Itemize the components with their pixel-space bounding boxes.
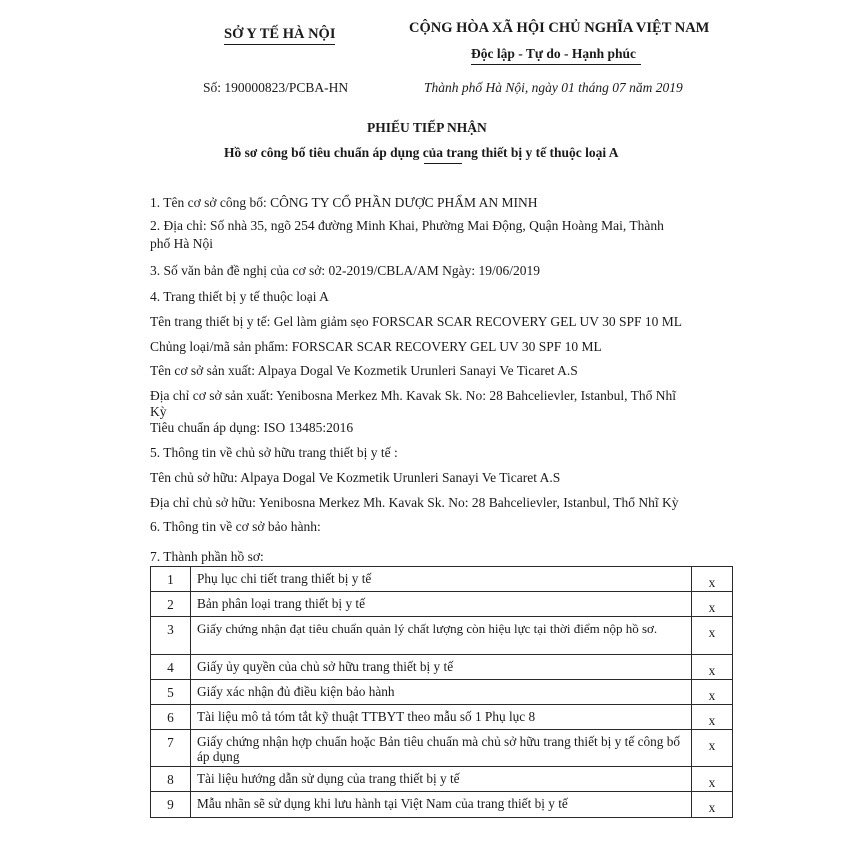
row-number: 5 xyxy=(151,680,191,705)
table-row xyxy=(151,792,733,818)
row-description: Mẫu nhãn sẽ sử dụng khi lưu hành tại Việt Nam của trang thiết bị y tế xyxy=(191,792,692,818)
manufacturer-name: Tên cơ sở sản xuất: Alpaya Dogal Ve Kozmetik Urunleri Sanayi Ve Ticaret A.S xyxy=(150,363,578,378)
motto-underline xyxy=(471,64,641,65)
row-description: Giấy chứng nhận đạt tiêu chuẩn quản lý chất lượng còn hiệu lực tại thời điểm nộp hồ sơ. xyxy=(191,617,692,655)
document-title: PHIẾU TIẾP NHẬN xyxy=(367,120,487,135)
registrant-address-line1: 2. Địa chỉ: Số nhà 35, ngõ 254 đường Minh Khai, Phường Mai Động, Quận Hoàng Mai, Thành xyxy=(150,218,664,233)
section-device-class: 4. Trang thiết bị y tế thuộc loại A xyxy=(150,289,329,304)
row-check-mark: x xyxy=(692,567,733,592)
table-row xyxy=(151,617,733,655)
device-name: Tên trang thiết bị y tế: Gel làm giảm sẹo FORSCAR SCAR RECOVERY GEL UV 30 SPF 10 ML xyxy=(150,314,683,329)
row-number: 7 xyxy=(151,730,191,767)
product-code: Chủng loại/mã sản phẩm: FORSCAR SCAR RECOVERY GEL UV 30 SPF 10 ML xyxy=(150,339,602,354)
row-check-mark: x xyxy=(692,655,733,680)
dossier-table xyxy=(150,566,733,818)
row-description: Bản phân loại trang thiết bị y tế xyxy=(191,592,692,617)
row-number: 4 xyxy=(151,655,191,680)
row-check-mark: x xyxy=(692,592,733,617)
registrant-name: 1. Tên cơ sở công bố: CÔNG TY CỔ PHẦN DƯỢC PHẨM AN MINH xyxy=(150,195,538,210)
manufacturer-address-line2: Kỳ xyxy=(150,404,167,419)
row-number: 1 xyxy=(151,567,191,592)
document-subtitle: Hồ sơ công bố tiêu chuẩn áp dụng của trang thiết bị y tế thuộc loại A xyxy=(224,145,619,160)
document-number: Số: 190000823/PCBA-HN xyxy=(203,80,349,95)
table-row xyxy=(151,730,733,767)
row-description: Giấy ủy quyền của chủ sở hữu trang thiết bị y tế xyxy=(191,655,692,680)
issuing-authority: SỞ Y TẾ HÀ NỘI xyxy=(224,26,336,42)
subtitle-underline xyxy=(424,163,462,164)
place-and-date: Thành phố Hà Nội, ngày 01 tháng 07 năm 2019 xyxy=(424,80,683,95)
table-row xyxy=(151,592,733,617)
row-number: 9 xyxy=(151,792,191,818)
row-check-mark: x xyxy=(692,792,733,818)
row-description: Tài liệu mô tả tóm tắt kỹ thuật TTBYT theo mẫu số 1 Phụ lục 8 xyxy=(191,705,692,730)
row-number: 2 xyxy=(151,592,191,617)
row-check-mark: x xyxy=(692,705,733,730)
country-name: CỘNG HÒA XÃ HỘI CHỦ NGHĨA VIỆT NAM xyxy=(409,20,710,36)
row-number: 8 xyxy=(151,767,191,792)
row-description: Tài liệu hướng dẫn sử dụng của trang thiết bị y tế xyxy=(191,767,692,792)
table-row xyxy=(151,705,733,730)
table-row xyxy=(151,655,733,680)
table-row xyxy=(151,767,733,792)
applied-standard: Tiêu chuẩn áp dụng: ISO 13485:2016 xyxy=(150,420,354,435)
table-row xyxy=(151,567,733,592)
row-check-mark: x xyxy=(692,680,733,705)
row-description: Phụ lục chi tiết trang thiết bị y tế xyxy=(191,567,692,592)
authority-underline xyxy=(224,44,335,45)
national-motto: Độc lập - Tự do - Hạnh phúc xyxy=(471,46,637,61)
row-check-mark: x xyxy=(692,617,733,655)
row-number: 6 xyxy=(151,705,191,730)
section-owner-info: 5. Thông tin về chủ sở hữu trang thiết bị y tế : xyxy=(150,445,398,460)
owner-address: Địa chỉ chủ sở hữu: Yenibosna Merkez Mh. Kavak Sk. No: 28 Bahcelievler, Istanbul, Thổ Nhĩ Kỳ xyxy=(150,495,679,510)
row-number: 3 xyxy=(151,617,191,655)
request-document-info: 3. Số văn bản đề nghị của cơ sở: 02-2019/CBLA/AM Ngày: 19/06/2019 xyxy=(150,263,540,278)
registrant-address-line2: phố Hà Nội xyxy=(150,236,213,251)
section-warranty-info: 6. Thông tin về cơ sở bảo hành: xyxy=(150,519,321,534)
row-description: Giấy chứng nhận hợp chuẩn hoặc Bản tiêu chuẩn mà chủ sở hữu trang thiết bị y tế công bố áp dụng xyxy=(191,730,692,767)
manufacturer-address-line1: Địa chỉ cơ sở sản xuất: Yenibosna Merkez Mh. Kavak Sk. No: 28 Bahcelievler, Istanbul, Thổ Nhĩ xyxy=(150,388,677,403)
row-description: Giấy xác nhận đủ điều kiện bảo hành xyxy=(191,680,692,705)
row-check-mark: x xyxy=(692,730,733,767)
row-check-mark: x xyxy=(692,767,733,792)
section-dossier: 7. Thành phần hồ sơ: xyxy=(150,549,264,564)
table-row xyxy=(151,680,733,705)
owner-name: Tên chủ sở hữu: Alpaya Dogal Ve Kozmetik Urunleri Sanayi Ve Ticaret A.S xyxy=(150,470,561,485)
